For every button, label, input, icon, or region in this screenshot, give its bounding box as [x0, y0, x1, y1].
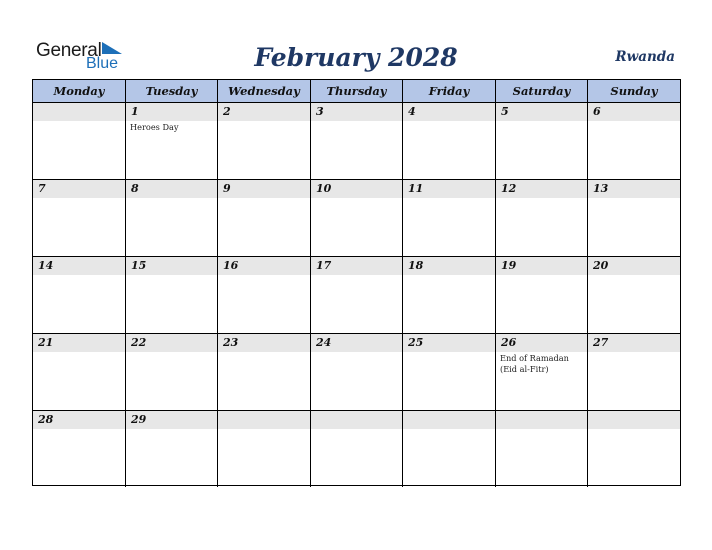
day-cell[interactable]: [126, 334, 218, 410]
day-number: 25: [408, 336, 424, 349]
day-cell[interactable]: [33, 180, 126, 256]
weekday-header: Thursday: [311, 80, 403, 103]
day-number: 17: [316, 259, 332, 272]
day-number: 9: [223, 182, 231, 195]
day-cell[interactable]: [588, 257, 680, 333]
day-cell[interactable]: [33, 103, 126, 179]
day-cell[interactable]: [496, 103, 588, 179]
day-number: 16: [223, 259, 239, 272]
day-cell[interactable]: [126, 411, 218, 487]
week-row: [33, 102, 680, 179]
day-number: 3: [316, 105, 324, 118]
day-cell[interactable]: [403, 411, 496, 487]
day-number: 14: [38, 259, 54, 272]
day-number: 1: [131, 105, 139, 118]
day-cell[interactable]: [126, 257, 218, 333]
day-number: 27: [593, 336, 609, 349]
day-number: 22: [131, 336, 147, 349]
weekday-header: Wednesday: [218, 80, 311, 103]
week-row: [33, 179, 680, 256]
day-number: 8: [131, 182, 139, 195]
day-cell[interactable]: [403, 180, 496, 256]
day-number: 11: [408, 182, 424, 195]
day-number: 15: [131, 259, 147, 272]
day-number: 10: [316, 182, 332, 195]
week-row: [33, 333, 680, 410]
day-cell[interactable]: [33, 257, 126, 333]
day-cell[interactable]: [311, 334, 403, 410]
day-number: 4: [408, 105, 416, 118]
day-cell[interactable]: [588, 334, 680, 410]
day-cell[interactable]: [218, 411, 311, 487]
calendar-grid: [32, 79, 681, 486]
day-number: 28: [38, 413, 54, 426]
day-cell[interactable]: [33, 334, 126, 410]
day-cell[interactable]: [403, 334, 496, 410]
day-cell[interactable]: [218, 257, 311, 333]
weekday-header: Tuesday: [126, 80, 218, 103]
day-cell[interactable]: [218, 103, 311, 179]
day-number: 7: [38, 182, 46, 195]
day-number: 20: [593, 259, 609, 272]
day-cell[interactable]: [403, 103, 496, 179]
day-cell[interactable]: [403, 257, 496, 333]
day-number: 21: [38, 336, 54, 349]
weekday-header-row: [33, 80, 680, 103]
day-cell[interactable]: [588, 411, 680, 487]
day-cell[interactable]: [588, 180, 680, 256]
day-cell[interactable]: [218, 180, 311, 256]
day-cell[interactable]: [311, 411, 403, 487]
day-number: 19: [501, 259, 517, 272]
day-cell[interactable]: [588, 103, 680, 179]
day-number: 5: [501, 105, 509, 118]
day-cell[interactable]: [33, 411, 126, 487]
holiday-label: Heroes Day: [130, 122, 179, 132]
day-cell[interactable]: [496, 411, 588, 487]
day-cell[interactable]: [496, 334, 588, 410]
day-cell[interactable]: [126, 180, 218, 256]
day-cell[interactable]: [218, 334, 311, 410]
day-number: 23: [223, 336, 239, 349]
day-number: 26: [501, 336, 517, 349]
calendar-title: February 2028: [254, 43, 458, 72]
weekday-header: Saturday: [496, 80, 588, 103]
week-row: [33, 256, 680, 333]
week-row: [33, 410, 680, 487]
weekday-header: Monday: [33, 80, 126, 103]
day-cell[interactable]: [126, 103, 218, 179]
day-number: 6: [593, 105, 601, 118]
day-number: 12: [501, 182, 517, 195]
logo-word-blue: Blue: [86, 55, 119, 72]
day-cell[interactable]: [496, 257, 588, 333]
day-cell[interactable]: [311, 103, 403, 179]
day-cell[interactable]: [311, 257, 403, 333]
day-number: 24: [316, 336, 332, 349]
country-label: Rwanda: [615, 49, 675, 65]
day-cell[interactable]: [311, 180, 403, 256]
day-number: 29: [131, 413, 147, 426]
day-number: 13: [593, 182, 609, 195]
holiday-label: End of Ramadan (Eid al-Fitr): [500, 353, 569, 374]
logo-word-general: General: [36, 40, 102, 61]
day-cell[interactable]: [496, 180, 588, 256]
day-number: 18: [408, 259, 424, 272]
day-number: 2: [223, 105, 231, 118]
weekday-header: Friday: [403, 80, 496, 103]
weekday-header: Sunday: [610, 84, 658, 98]
